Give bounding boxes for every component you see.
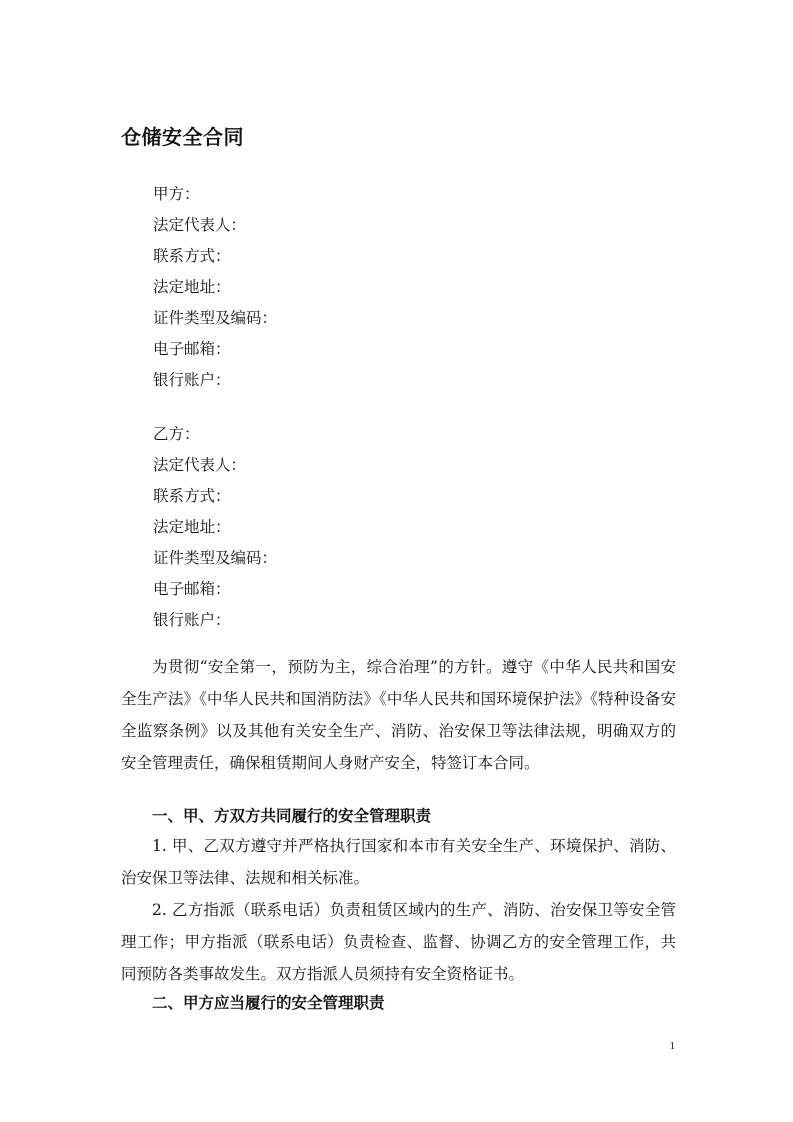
party-b-address-field: 法定地址： bbox=[153, 518, 231, 536]
party-a-contact-field: 联系方式： bbox=[153, 247, 231, 265]
party-b-contact-field: 联系方式： bbox=[153, 487, 231, 505]
party-b-legal-rep-field: 法定代表人： bbox=[153, 456, 247, 474]
party-a-info bbox=[153, 179, 277, 396]
party-a-id-field: 证件类型及编码： bbox=[153, 309, 278, 327]
intro-paragraph: 为贯彻“安全第一，预防为主，综合治理”的方针。遵守《中华人民共和国安全生产法》《中华人民共和国消防法》《中华人民共和国环境保护法》《特种设备安全监察条例》以及其他有关安全生产、消防、治安保卫等法律法规，明确双方的安全管理责任，确保租赁期间人身财产安全，特签订本合同。 bbox=[121, 658, 676, 772]
section-1-clause-2: 2. 乙方指派（联系电话）负责租赁区域内的生产、消防、治安保卫等安全管理工作；甲方指派（联系电话）负责检查、监督、协调乙方的安全管理工作，共同预防各类事故发生。双方指派人员须持有安全资格证书。 bbox=[121, 901, 676, 983]
party-b-name-field: 乙方： bbox=[153, 425, 200, 443]
party-a-email-field: 电子邮箱： bbox=[153, 340, 231, 358]
party-b-info bbox=[153, 419, 277, 636]
party-a-legal-rep-field: 法定代表人： bbox=[153, 216, 247, 234]
party-b-email-field: 电子邮箱： bbox=[153, 580, 231, 598]
party-a-bank-field: 银行账户： bbox=[153, 371, 231, 389]
section-2-heading: 二、甲方应当履行的安全管理职责 bbox=[152, 993, 385, 1012]
party-b-id-field: 证件类型及编码： bbox=[153, 549, 278, 567]
party-a-name-field: 甲方： bbox=[153, 185, 200, 203]
document-title: 仓储安全合同 bbox=[121, 125, 244, 149]
party-b-bank-field: 银行账户： bbox=[153, 611, 231, 629]
page-number: 1 bbox=[669, 1040, 675, 1052]
party-a-address-field: 法定地址： bbox=[153, 278, 231, 296]
section-1-heading: 一、甲、方双方共同履行的安全管理职责 bbox=[152, 806, 432, 825]
section-1-clause-1: 1. 甲、乙双方遵守并严格执行国家和本市有关安全生产、环境保护、消防、治安保卫等法律、法规和相关标准。 bbox=[121, 837, 676, 887]
